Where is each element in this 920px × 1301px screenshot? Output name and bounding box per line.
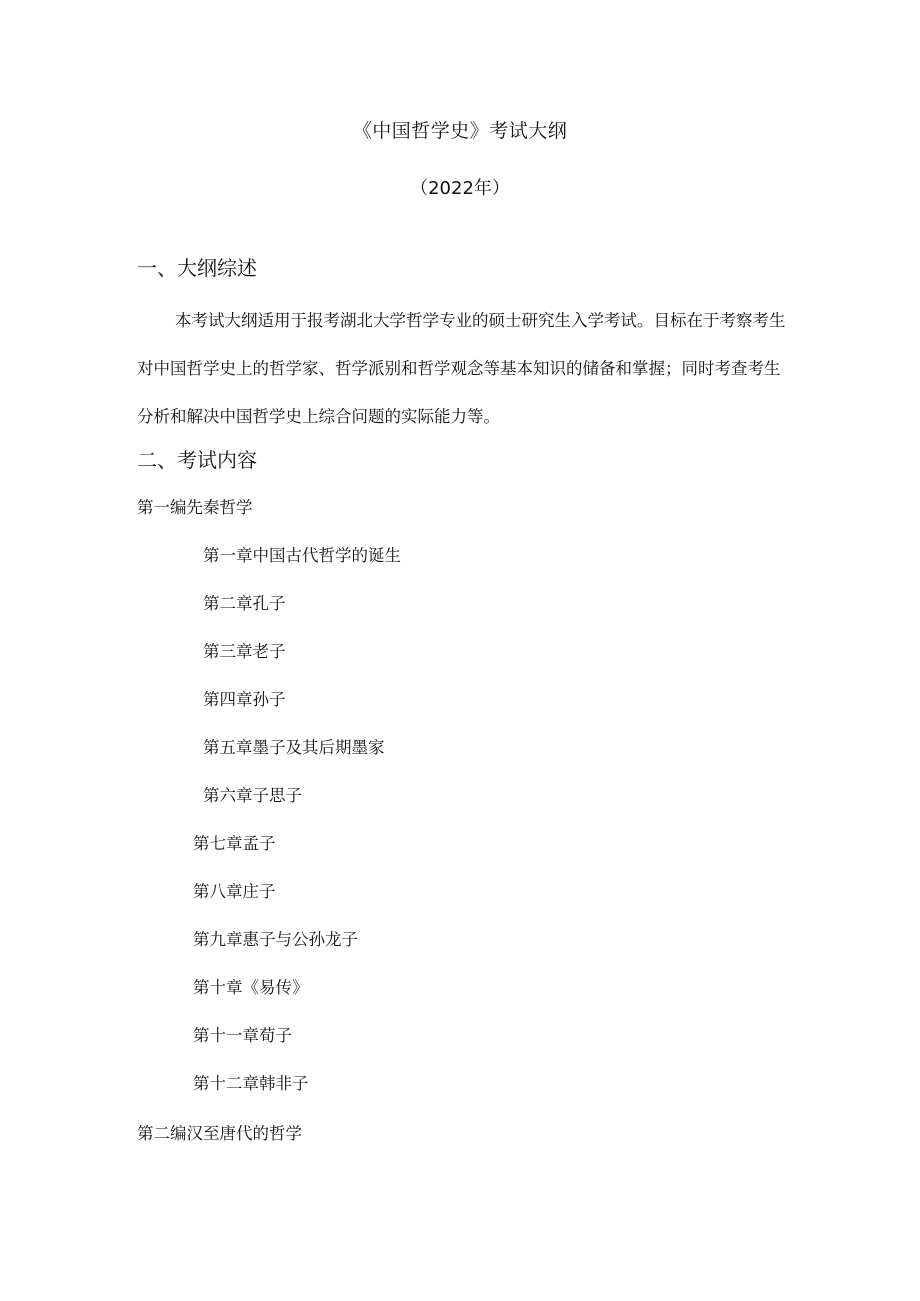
chapter-item: 第八章庄子 [193,882,276,901]
document-year: （2022年） [410,178,510,199]
overview-paragraph: 本考试大纲适用于报考湖北大学哲学专业的硕士研究生入学考试。目标在于考察考生对中国哲学史上的哲学家、哲学派别和哲学观念等基本知识的储备和掌握；同时考查考生分析和解决中国哲学史上综合问题的实际能力等。 [137,311,786,426]
chapter-item: 第一章中国古代哲学的诞生 [203,546,401,565]
chapter-item: 第七章孟子 [193,834,276,853]
chapter-item: 第九章惠子与公孙龙子 [193,930,358,949]
chapter-item: 第十二章韩非子 [193,1074,309,1093]
section-heading-content: 二、考试内容 [137,448,257,472]
chapter-item: 第二章孔子 [203,594,286,613]
chapter-item: 第四章孙子 [203,690,286,709]
chapter-item: 第六章子思子 [203,786,302,805]
chapter-item: 第五章墨子及其后期墨家 [203,738,385,757]
chapter-item: 第十一章荀子 [193,1026,292,1045]
document-title: 《中国哲学史》考试大纲 [352,120,568,142]
chapter-item: 第十章《易传》 [193,978,309,997]
part-title-han-tang: 第二编汉至唐代的哲学 [137,1124,302,1143]
chapter-item: 第三章老子 [203,642,286,661]
part-title-pre-qin: 第一编先秦哲学 [137,498,253,517]
section-heading-overview: 一、大纲综述 [137,256,257,280]
